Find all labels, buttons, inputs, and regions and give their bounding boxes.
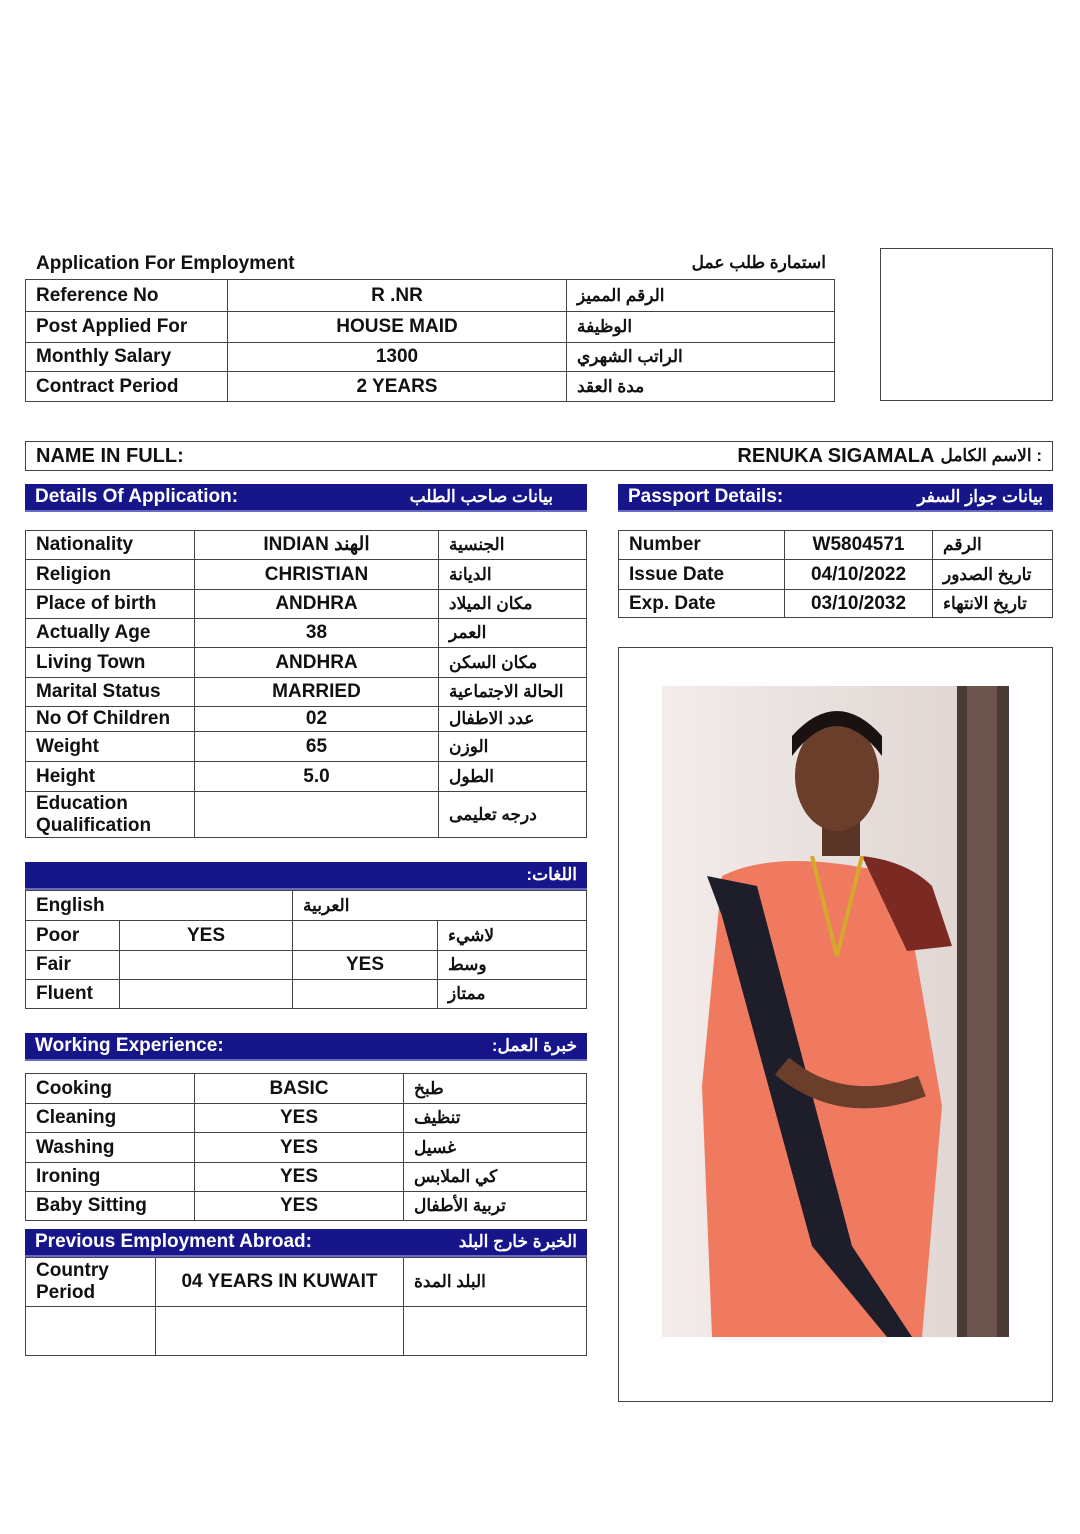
field-label-ar: كي الملابس [404,1163,587,1192]
field-value: 65 [195,732,439,762]
applicant-photo-frame [618,647,1053,1402]
field-value: INDIAN الهند [195,531,439,560]
table-row [26,792,587,838]
table-row [26,312,835,343]
table-row [26,1074,587,1104]
experience-header-en: Working Experience: [35,1035,224,1056]
field-value [293,921,438,951]
table-row [26,980,587,1009]
table-row [26,707,587,732]
field-label-ar: طبخ [404,1074,587,1104]
field-label: Issue Date [619,560,785,590]
field-value: YES [195,1104,404,1133]
field-value: YES [120,921,293,951]
job-summary-table [25,279,835,402]
passport-header-en: Passport Details: [628,486,784,507]
table-row [26,590,587,619]
field-label: Monthly Salary [26,343,228,372]
field-value [293,980,438,1009]
field-value: 02 [195,707,439,732]
table-row [26,619,587,648]
field-label: Nationality [26,531,195,560]
languages-section-header [25,862,587,890]
field-value: HOUSE MAID [228,312,567,343]
field-label: Education Qualification [26,792,195,838]
field-value: W5804571 [785,531,933,560]
table-row [26,762,587,792]
field-label-ar: غسيل [404,1133,587,1163]
passport-table [618,530,1053,618]
details-header-ar: بيانات صاحب الطلب [409,487,553,506]
full-name-label-ar: : الاسم الكامل [940,446,1042,465]
field-label: Exp. Date [619,590,785,618]
table-row [26,732,587,762]
table-row [619,560,1053,590]
field-label-ar: مكان السكن [439,648,587,678]
field-value [120,951,293,980]
table-row [26,891,587,921]
experience-table [25,1073,587,1221]
field-label-ar: وسط [438,951,587,980]
field-label-ar: تنظيف [404,1104,587,1133]
table-row [26,280,835,312]
field-label: Weight [26,732,195,762]
table-row [26,1307,587,1356]
field-label: Height [26,762,195,792]
field-label: Living Town [26,648,195,678]
table-row [26,678,587,707]
table-row [26,648,587,678]
field-label-ar: تربية الأطفال [404,1192,587,1221]
previous-header-en: Previous Employment Abroad: [35,1231,312,1252]
field-value: YES [195,1192,404,1221]
field-label: English [26,891,293,921]
field-label-ar: الوزن [439,732,587,762]
table-row [26,951,587,980]
table-row [619,531,1053,560]
field-value: CHRISTIAN [195,560,439,590]
field-label: Ironing [26,1163,195,1192]
field-value: MARRIED [195,678,439,707]
field-label: Contract Period [26,372,228,402]
form-title-en: Application For Employment [36,253,295,274]
field-value: 2 YEARS [228,372,567,402]
field-label: Religion [26,560,195,590]
table-row [619,590,1053,618]
field-label-ar: الجنسية [439,531,587,560]
field-label: Washing [26,1133,195,1163]
field-value: 03/10/2032 [785,590,933,618]
experience-section-header [25,1033,587,1061]
field-label-ar: مدة العقد [567,372,835,402]
table-row [26,921,587,951]
field-label: Actually Age [26,619,195,648]
table-row [26,560,587,590]
details-section-header [25,484,587,512]
languages-header-ar: اللغات: [526,865,577,884]
field-label: Number [619,531,785,560]
table-row [26,372,835,402]
full-name-row [25,441,1053,471]
field-label-ar [404,1307,587,1356]
field-value [120,980,293,1009]
field-label-ar: البلد المدة [404,1258,587,1307]
table-row [26,1104,587,1133]
table-row [26,1163,587,1192]
languages-table [25,890,587,1009]
field-label: Place of birth [26,590,195,619]
form-title-ar: استمارة طلب عمل [691,253,826,272]
field-label-ar: درجه تعليمى [439,792,587,838]
field-label-ar: الرقم [933,531,1053,560]
table-row [26,1192,587,1221]
field-label-ar: الوظيفة [567,312,835,343]
previous-employment-header [25,1229,587,1257]
field-label: Fair [26,951,120,980]
field-label [26,1307,156,1356]
field-label-ar: العربية [293,891,587,921]
field-label: Cooking [26,1074,195,1104]
field-value: ANDHRA [195,648,439,678]
full-name-label: NAME IN FULL: [36,444,184,467]
field-value: 04/10/2022 [785,560,933,590]
previous-header-ar: الخبرة خارج البلد [458,1232,577,1251]
field-label-ar: الرقم المميز [567,280,835,312]
details-table [25,530,587,838]
field-label: Country Period [26,1258,156,1307]
field-value: YES [293,951,438,980]
passport-section-header [618,484,1053,512]
field-value: 04 YEARS IN KUWAIT [156,1258,404,1307]
field-label-ar: عدد الاطفال [439,707,587,732]
details-header-en: Details Of Application: [35,486,239,507]
field-label-ar: لاشيء [438,921,587,951]
table-row [26,343,835,372]
field-label: Marital Status [26,678,195,707]
field-value: ANDHRA [195,590,439,619]
field-label: Post Applied For [26,312,228,343]
photo-placeholder-box [880,248,1053,401]
field-value [195,792,439,838]
table-row [26,1133,587,1163]
field-label-ar: تاريخ الصدور [933,560,1053,590]
field-value: YES [195,1133,404,1163]
field-label: Baby Sitting [26,1192,195,1221]
table-row [26,531,587,560]
field-value: R .NR [228,280,567,312]
field-label-ar: ممتاز [438,980,587,1009]
field-label-ar: الحالة الاجتماعية [439,678,587,707]
field-label: No Of Children [26,707,195,732]
field-value: 1300 [228,343,567,372]
passport-header-ar: بيانات جواز السفر [917,487,1043,506]
field-label: Cleaning [26,1104,195,1133]
experience-header-ar: خبرة العمل: [491,1036,577,1055]
field-value: YES [195,1163,404,1192]
field-label-ar: تاريخ الانتهاء [933,590,1053,618]
field-value: 5.0 [195,762,439,792]
field-label-ar: العمر [439,619,587,648]
field-label: Fluent [26,980,120,1009]
field-label-ar: الراتب الشهري [567,343,835,372]
field-value [156,1307,404,1356]
applicant-photo [662,686,1009,1337]
field-label-ar: الطول [439,762,587,792]
table-row [26,1258,587,1307]
field-label: Poor [26,921,120,951]
field-value: BASIC [195,1074,404,1104]
field-value: 38 [195,619,439,648]
field-label-ar: مكان الميلاد [439,590,587,619]
field-label-ar: الديانة [439,560,587,590]
field-label: Reference No [26,280,228,312]
full-name-value: RENUKA SIGAMALA [737,444,935,467]
previous-employment-table [25,1257,587,1356]
